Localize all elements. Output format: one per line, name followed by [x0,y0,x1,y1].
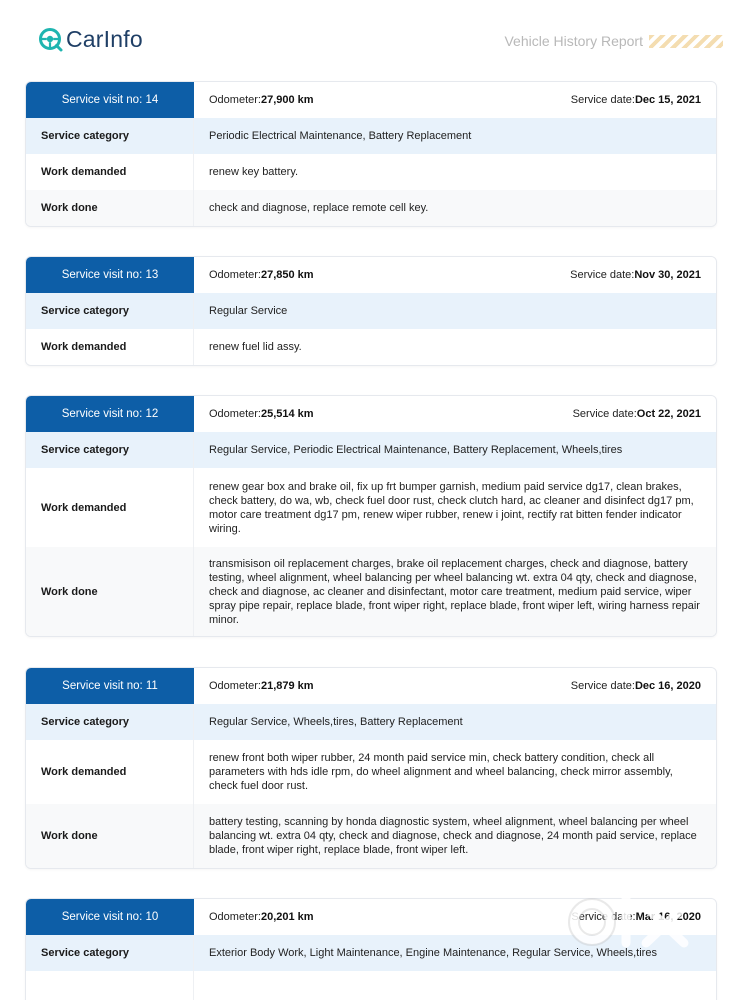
row-label: Service category [26,118,194,154]
car-wheel-icon [38,27,64,53]
row-label: Service category [26,935,194,971]
service-visit-card [25,81,717,227]
row-label: Service category [26,293,194,329]
work-done-row [26,547,716,636]
row-value: Exterior Body Work, Light Maintenance, Engine Maintenance, Regular Service, Wheels,tires [209,947,657,959]
service-category-row [26,704,716,740]
row-value: renew front both wiper rubber, 24 month paid service min, check battery condition, check all parameters with hds idle rpm, do wheel alignment and wheel balancing, check mirror assembly, check fuel door rust. [209,752,673,792]
row-value: battery testing, scanning by honda diagnostic system, wheel alignment, wheel balancing per wheel balancing wt. extra 04 qty, check and diagnose, check and diagnose, 24 month paid service, replace blade, front wiper right, replace blade, front wiper left. [209,816,697,856]
visit-header-row [26,668,716,704]
row-label: Work done [26,547,194,636]
row-value: renew key battery. [209,166,299,178]
row-label: Work done [26,804,194,868]
service-category-row [26,293,716,329]
service-category-row [26,432,716,468]
visit-number-badge: Service visit no: 12 [26,396,194,432]
row-value: Regular Service, Wheels,tires, Battery Replacement [209,716,463,728]
row-label: Service category [26,704,194,740]
odometer: Odometer: 21,879 km [209,680,314,692]
decorative-stripes [649,35,723,48]
work-demanded-row [26,468,716,547]
service-visit-card [25,667,717,869]
row-value: renew fuel lid assy. [209,341,302,353]
row-value: renew gear box and brake oil, fix up frt bumper garnish, medium paid service dg17, clean brakes, check battery, do wa, wb, check fuel door rust, check clutch hard, ac cleaner and disinfect dg17 pm, motor care treatment dg17 pm, renew wiper rubber, renew i joint, rectify rat bitten fender indicator wiring. [209,480,694,535]
row-value [194,971,716,1000]
service-visit-card [25,256,717,366]
report-title: Vehicle History Report [504,33,643,49]
visit-header-row [26,396,716,432]
row-label: Work demanded [26,329,194,365]
work-done-row [26,804,716,868]
row-label: Work demanded [26,468,194,547]
row-label [26,971,194,1000]
row-label: Work demanded [26,154,194,190]
service-visit-card [25,395,717,637]
work-done-row [26,190,716,226]
service-date: Service date: Oct 22, 2021 [572,408,701,420]
service-category-row [26,118,716,154]
row-value: check and diagnose, replace remote cell key. [209,202,429,214]
row-label: Work done [26,190,194,226]
row-label: Work demanded [26,740,194,804]
visit-number-badge: Service visit no: 11 [26,668,194,704]
visit-header-row [26,82,716,118]
report-header [0,0,733,80]
odometer: Odometer: 27,900 km [209,94,314,106]
work-demanded-row [26,329,716,365]
service-date: Service date: Nov 30, 2021 [570,269,701,281]
visit-number-badge: Service visit no: 14 [26,82,194,118]
work-demanded-row [26,154,716,190]
row-value: Regular Service [209,305,288,317]
odometer: Odometer: 27,850 km [209,269,314,281]
service-date: Service date: Mar 16, 2020 [571,911,701,923]
odometer: Odometer: 25,514 km [209,408,314,420]
visit-number-badge: Service visit no: 13 [26,257,194,293]
work-demanded-row [26,971,716,1000]
row-label: Service category [26,432,194,468]
service-date: Service date: Dec 15, 2021 [570,94,701,106]
row-value: transmisison oil replacement charges, brake oil replacement charges, check and diagnose, battery testing, wheel alignment, wheel balancing per wheel balancing wt. extra 04 qty, check and diagnose, check and diagnose, ac cleaner and disinfectant, motor care treatment, medium paid service, wiper spray pipe repair, replace blade, front wiper right, replace blade, front wiper left, wiring harness repair minor. [209,557,700,626]
carinfo-logo[interactable] [38,26,143,53]
visit-header-row [26,257,716,293]
logo-text: CarInfo [66,26,143,52]
odometer: Odometer: 20,201 km [209,911,314,923]
row-value: Regular Service, Periodic Electrical Maintenance, Battery Replacement, Wheels,tires [209,444,623,456]
service-date: Service date: Dec 16, 2020 [570,680,701,692]
work-demanded-row [26,740,716,804]
olx-watermark-icon [566,893,696,951]
row-value: Periodic Electrical Maintenance, Battery Replacement [209,130,472,142]
visit-number-badge: Service visit no: 10 [26,899,194,935]
